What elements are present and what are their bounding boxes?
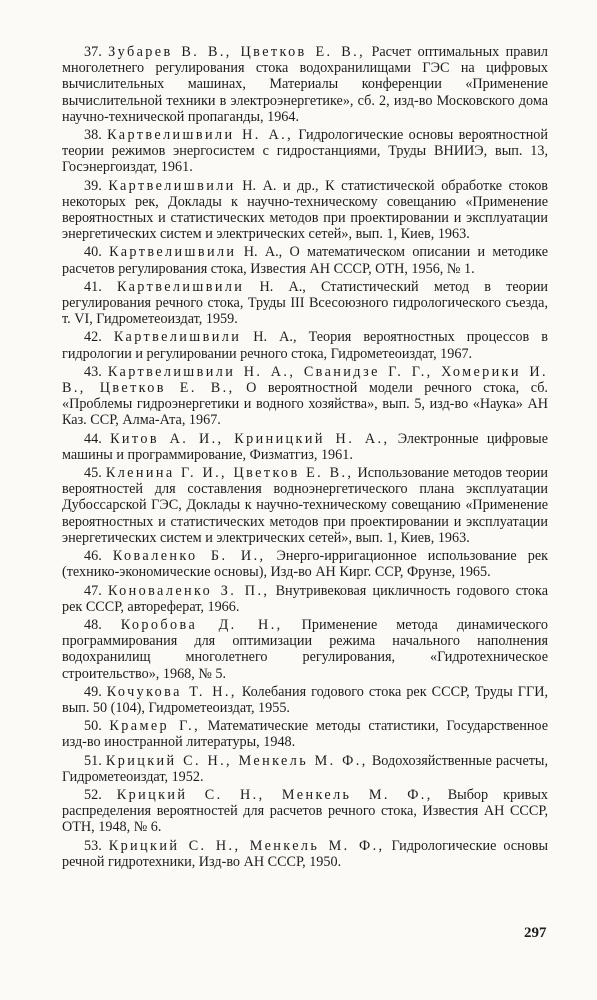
ref-author: Крамер Г., [109, 718, 201, 735]
reference-item [62, 329, 548, 361]
ref-author: Зубарев В. В., Цветков Е. В., [108, 44, 366, 60]
ref-number: 45. [84, 465, 102, 482]
ref-number: 50. [84, 718, 102, 735]
reference-item [62, 548, 548, 580]
ref-text: Выбор кривых распределения вероятностей для расчетов речного стока, Известия АН СССР, ОТН, 1948, № 6. [62, 786, 549, 836]
ref-text: Математические методы статистики, Государственное изд-во иностранной литературы, 1948. [62, 718, 548, 751]
page-number: 297 [524, 925, 547, 941]
ref-number: 39. [84, 177, 102, 194]
ref-text: Водохозяйственные расчеты, Гидрометеоиздат, 1952. [62, 752, 549, 785]
reference-item [62, 465, 548, 546]
ref-number: 44. [84, 430, 102, 447]
ref-number: 37. [84, 44, 102, 60]
ref-author: Картвелишвили [113, 329, 242, 346]
ref-author: Картвелишвили [108, 177, 236, 194]
reference-item [62, 178, 548, 243]
ref-text: О вероятностной модели речного стока, сб. «Проблемы гидроэнергетики и водного хозяйства», вып. 5, изд-во «Наука» АН Каз. ССР, Алма-Ата, 1967. [62, 380, 548, 429]
ref-author: Коробова Д. Н., [120, 616, 283, 633]
ref-author: Картвелишвили [109, 244, 237, 261]
ref-number: 53. [84, 837, 102, 854]
reference-item [62, 583, 548, 615]
ref-author: Кленина Г. И., Цветков Е. В., [105, 465, 354, 482]
ref-text: Н. А. и др., К статистической обработке стоков некоторых рек, Доклады к научно-техническому совещанию «Применение вероятностных и статистических методов при проектировании и эксплуатации энергетических систем и электрических сетей», вып. 1, Киев, 1963. [62, 177, 548, 243]
reference-list [62, 44, 548, 872]
ref-author: Китов А. И., Криницкий Н. А., [110, 430, 390, 447]
reference-item [62, 718, 548, 750]
ref-text: Н. А., О математическом описании и методике расчетов регулирования стока, Известия АН СССР, ОТН, 1956, № 1. [62, 244, 549, 277]
reference-item [62, 838, 548, 870]
ref-number: 43. [84, 363, 102, 380]
reference-item [62, 244, 548, 276]
ref-text: Расчет оптимальных правил многолетнего регулирования стока водохранилищами ГЭС на цифровых вычислительных машинах, Материалы конференции «Применение вычислительной техники в электроэнергетике», сб. 2, изд-во Московского дома научно-технической пропаганды, 1964. [62, 44, 548, 125]
ref-text: Колебания годового стока рек СССР, Труды ГГИ, вып. 50 (104), Гидрометеоиздат, 1955. [62, 683, 548, 716]
ref-text: Н. А., Теория вероятностных процессов в гидрологии и регулировании речного стока, Гидрометеоиздат, 1967. [62, 329, 549, 362]
ref-number: 40. [84, 244, 102, 261]
ref-author: Кочукова Т. Н., [106, 683, 237, 700]
reference-item [62, 617, 548, 682]
ref-author: Картвелишвили [116, 278, 245, 295]
ref-text: Внутривековая цикличность годового стока рек СССР, автореферат, 1966. [62, 582, 548, 615]
ref-number: 48. [84, 616, 102, 633]
reference-item [62, 787, 548, 836]
reference-item [62, 431, 548, 463]
reference-item [62, 127, 548, 176]
ref-author: Коноваленко З. П., [107, 582, 270, 599]
reference-item [62, 684, 548, 716]
ref-number: 51. [84, 752, 102, 769]
ref-text: Н. А., Статистический метод в теории регулирования речного стока, Труды III Всесоюзного гидрологического съезда, т. VI, Гидрометеоиздат, 1959. [62, 278, 549, 328]
reference-item [62, 44, 548, 125]
reference-item [62, 364, 548, 429]
ref-text: Электронные цифровые машины и программирование, Физматгиз, 1961. [62, 430, 549, 463]
ref-author: Крицкий С. Н., Менкель М. Ф., [116, 786, 433, 803]
ref-number: 52. [84, 786, 102, 803]
ref-author: Коваленко Б. И., [112, 548, 266, 565]
ref-text: Энерго-ирригационное использование рек (технико-экономические основы), Изд-во АН Кирг. ССР, Фрунзе, 1965. [62, 548, 549, 581]
ref-text: Гидрологические основы вероятностной теории режимов энергосистем с гидростанциями, Труды ВНИИЭ, вып. 13, Госэнергоиздат, 1961. [62, 127, 548, 176]
reference-item [62, 279, 548, 328]
ref-number: 38. [84, 127, 102, 144]
ref-author: Картвелишвили Н. А., [107, 127, 294, 144]
ref-author: Крицкий С. Н., Менкель М. Ф., [108, 837, 385, 854]
ref-number: 49. [84, 683, 102, 700]
ref-author: Картвелишвили Н. А., Сванидзе Г. Г., Хомерики И. В., Цветков Е. В., [62, 363, 549, 397]
ref-number: 42. [84, 329, 102, 346]
ref-number: 47. [84, 582, 102, 599]
ref-number: 46. [84, 548, 102, 565]
ref-number: 41. [84, 278, 102, 295]
ref-text: Применение метода динамического программирования для оптимизации режима начального наполнения водохранилищ многолетнего регулирования, «Гидротехническое строительство», 1968, № 5. [62, 616, 548, 682]
reference-item [62, 753, 548, 785]
ref-text: Гидрологические основы речной гидротехники, Изд-во АН СССР, 1950. [62, 837, 549, 870]
ref-author: Крицкий С. Н., Менкель М. Ф., [105, 752, 368, 769]
ref-text: Использование методов теории вероятностей для составления водноэнергетического плана эксплуатации Дубоссарской ГЭС, Доклады к научно-техническому совещанию «Применение вероятностных и статистических методов при проектировании и эксплуатации энергетических систем и электрических сетей», вып. 1, Киев, 1963. [62, 465, 548, 546]
